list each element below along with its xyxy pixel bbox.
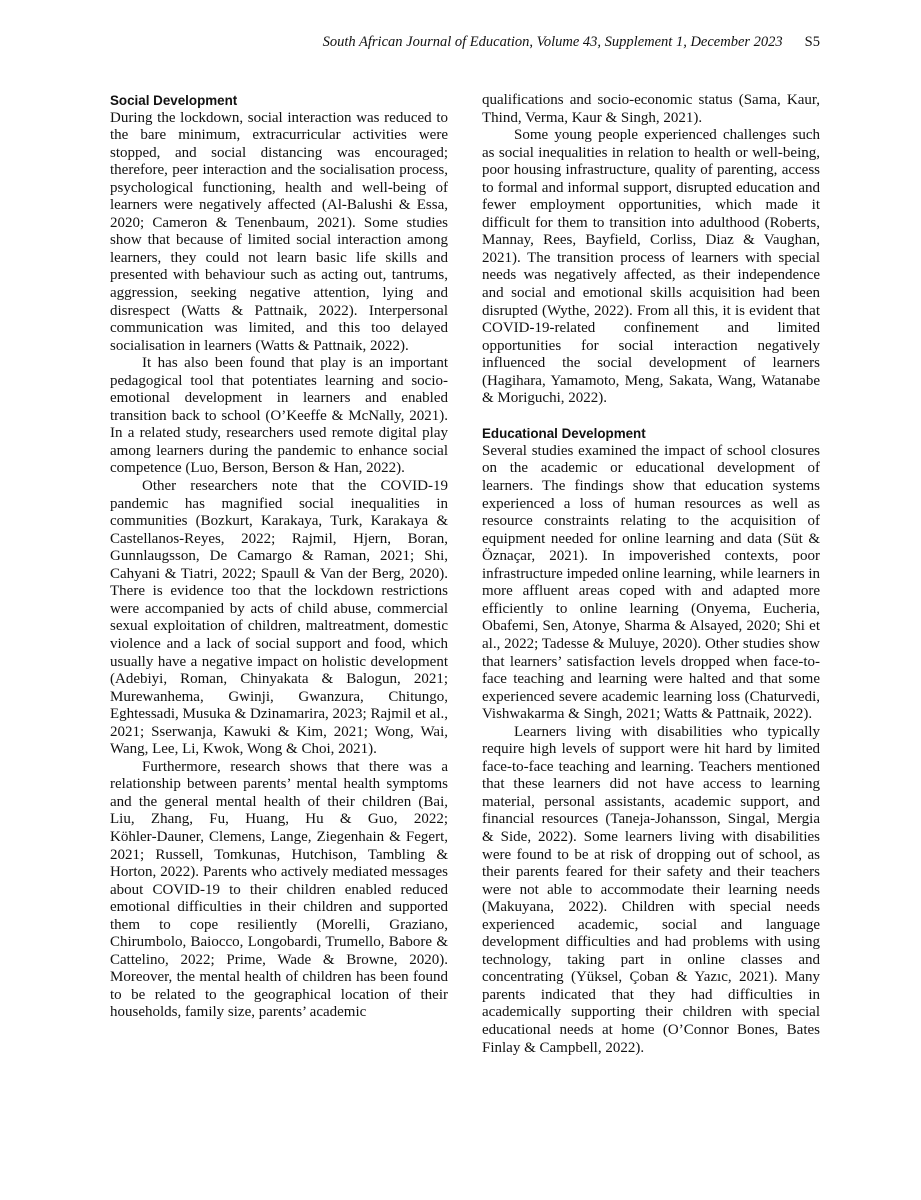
journal-citation: South African Journal of Education, Volume 43, Supplement 1, December 2023: [322, 34, 783, 50]
paragraph: During the lockdown, social interaction was reduced to the bare minimum, extracurricular activities were stopped, and social distancing was encouraged; therefore, peer interaction and the socialisation process, psychological functioning, health and well-being of learners were negatively affected (Al-Balushi & Essa, 2020; Cameron & Tenenbaum, 2021). Some studies show that because of limited social interaction among learners, they could not learn basic life skills and presented with behaviour such as acting out, tantrums, aggression, seeking negative attention, lying and disrespect (Watts & Pattnaik, 2022). Interpersonal communication was limited, and this too delayed socialisation in learners (Watts & Pattnaik, 2022).: [110, 109, 448, 354]
section-heading-social-development: Social Development: [110, 93, 238, 108]
paragraph: Several studies examined the impact of school closures on the academic or educational development of learners. The findings show that education systems experienced a loss of human resources as well as resource constraints relating to the acquisition of equipment needed for online learning and data (Süt & Öznaçar, 2021). In impoverished contexts, poor infrastructure impeded online learning, while learners in more affluent areas coped with and adapted more efficiently to online learning (Onyema, Eucheria, Obafemi, Sen, Atonye, Sharma & Alsayed, 2020; Shi et al., 2022; Tadesse & Muluye, 2020). Other studies show that learners’ satisfaction levels dropped when face-to-face teaching and learning were halted and that some experienced severe academic learning loss (Chaturvedi, Vishwakarma & Singh, 2021; Watts & Pattnaik, 2022).: [482, 442, 820, 723]
paragraph: Learners living with disabilities who typically require high levels of support were hit hard by limited face-to-face teaching and learning. Teachers mentioned that these learners did not have access to learning material, personal assistants, academic support, and financial resources (Taneja-Johansson, Singal, Mergia & Side, 2022). Some learners living with disabilities were found to be at risk of dropping out of school, as their parents feared for their safety and their teachers were not able to accommodate their learning needs (Makuyana, 2022). Children with special needs experienced academic, social and language development difficulties and had problems with using technology, taking part in online classes and concentrating (Yüksel, Çoban & Yazıc, 2021). Many parents indicated that they had difficulties in academically supporting their children with special educational needs at home (O’Connor Bones, Bates Finlay & Campbell, 2022).: [482, 723, 820, 1056]
section-heading-educational-development: Educational Development: [482, 426, 646, 442]
right-column: [482, 92, 820, 1057]
paragraph-continuation: qualifications and socio-economic status (Sama, Kaur, Thind, Verma, Kaur & Singh, 2021).: [482, 92, 820, 126]
paragraph: Other researchers note that the COVID-19 pandemic has magnified social inequalities in communities (Bozkurt, Karakaya, Turk, Karakaya & Castellanos‑Reyes, 2022; Rajmil, Hjern, Boran, Gunnlaugsson, De Camargo & Raman, 2021; Shi, Cahyani & Tiatri, 2022; Spaull & Van der Berg, 2020). There is evidence too that the lockdown restrictions were accompanied by acts of child abuse, commercial sexual exploitation of children, maltreatment, domestic violence and a lack of social support and food, which usually have a negative impact on holistic development (Adebiyi, Roman, Chinyakata & Balogun, 2021; Murewanhema, Gwinji, Gwanzura, Chitungo, Eghtessadi, Musuka & Dzinamarira, 2023; Rajmil et al., 2021; Sserwanja, Kawuki & Kim, 2021; Wong, Wai, Wang, Lee, Li, Kwok, Wong & Choi, 2021).: [110, 478, 448, 758]
left-column: [110, 92, 448, 1022]
section-spacer: [482, 408, 820, 426]
paragraph: It has also been found that play is an important pedagogical tool that potentiates learning and socio-emotional development in learners and enabled transition back to school (O’Keeffe & McNally, 2021). In a related study, researchers used remote digital play among learners during the pandemic to enhance social competence (Luo, Berson, Berson & Han, 2022).: [110, 355, 448, 477]
paragraph: Furthermore, research shows that there was a relationship between parents’ mental health symptoms and the general mental health of their children (Bai, Liu, Zhang, Fu, Huang, Hu & Guo, 2022; Köhler‑Dauner, Clemens, Lange, Ziegenhain & Fegert, 2021; Russell, Tomkunas, Hutchison, Tambling & Horton, 2022). Parents who actively mediated messages about COVID-19 to their children enabled reduced emotional difficulties in their children and supported them to cope resiliently (Morelli, Graziano, Chirumbolo, Baiocco, Longobardi, Trumello, Babore & Cattelino, 2022; Prime, Wade & Browne, 2020). Moreover, the mental health of children has been found to be related to the geographical location of their households, family size, parents’ academic: [110, 758, 448, 1021]
paragraph: Some young people experienced challenges such as social inequalities in relation to health or well-being, poor housing infrastructure, quality of parenting, access to formal and informal support, disrupted education and fewer employment opportunities, which made it difficult for them to transition into adulthood (Roberts, Mannay, Rees, Bayfield, Corliss, Diaz & Vaughan, 2021). The transition process of learners with special needs was negatively affected, as their independence and social and emotional skills acquisition had been disrupted (Wythe, 2022). From all this, it is evident that COVID-19-related confinement and limited opportunities for social interaction negatively influenced the social development of learners (Hagihara, Yamamoto, Meng, Sakata, Wang, Watanabe & Moriguchi, 2022).: [482, 127, 820, 407]
running-header: [110, 34, 820, 51]
page-number: S5: [804, 34, 820, 50]
